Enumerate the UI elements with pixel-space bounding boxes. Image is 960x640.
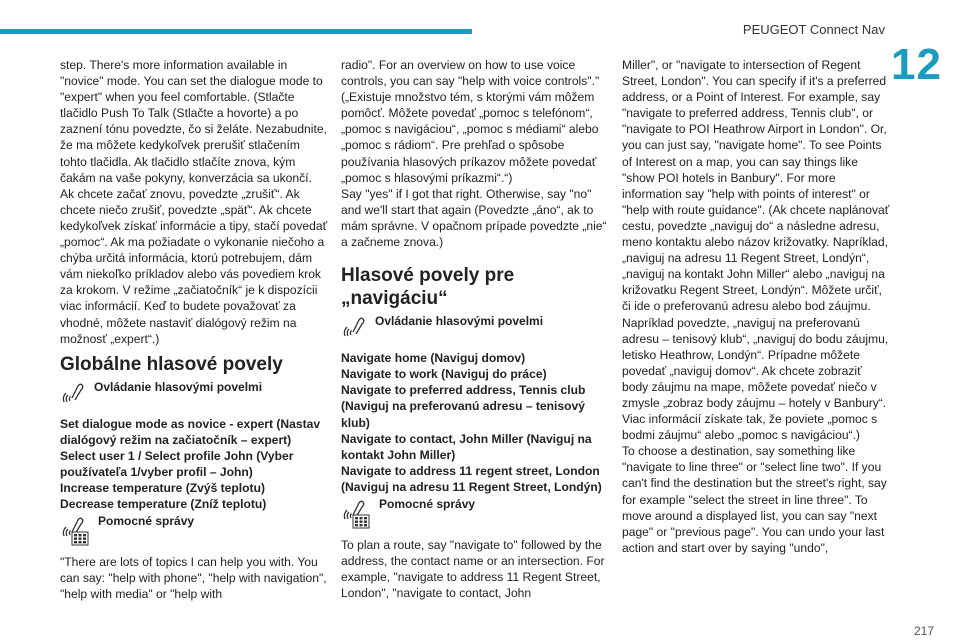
- column-2: [341, 57, 609, 601]
- col1-help-label: Pomocné správy: [98, 514, 195, 529]
- col2-voice-control-row: [341, 314, 609, 344]
- col2-heading: Hlasové povely pre „navigáciu“: [341, 265, 515, 310]
- col1-heading: Globálne hlasové povely: [60, 353, 283, 375]
- col1-paragraph-2: "There are lots of topics I can help you with. You can say: "help with phone", "help with navigation", "help with media" or "help with: [60, 555, 327, 602]
- col1-voice-control-label: Ovládanie hlasovými povelmi: [94, 379, 263, 394]
- header-title: PEUGEOT Connect Nav: [742, 22, 885, 37]
- col1-voice-control-row: [60, 380, 328, 410]
- col3-paragraph-1: Miller", or "navigate to intersection of Regent Street, London". You can specify if it's a preferred address, or a Point of Interest. For example, say "navigate to preferred address, Tennis club", or "navigate to POI Heathrow Airport in London". Or, you can just say, "navigate home". To see Points of Interest on a map, you can say things like "show POI hotels in Banbury". For more information say "help with points of interest" or "help with route guidance". (Ak chcete naplánovať cestu, povedzte „naviguj do“ a následne adresu, meno kontaktu alebo názov križovatky. Napríklad, „naviguj na adresu 11 Regent Street, Londýn“, „naviguj na kontakt John Miller“ alebo „naviguj na križovatku Regent Street, Londýn“. Môžete určiť, či ide o preferovanú adresu alebo bod záujmu. Napríklad povedzte, „naviguj na preferovanú adresu – tenisový klub“, „naviguj do bodu záujmu, letisko Heathrow, Londýn“. Prípadne môžete povedať „naviguj domov“. Ak chcete zobraziť body záujmu na mape, môžete povedať niečo v zmysle „zobraz body záujmu – hotely v Banbury“. Viac informácií získate tak, že poviete „pomoc s bodmi záujmu“ alebo „pomoc s navigáciou“.) To choose a destination, say something like "navigate to line three" or "select line two". If you can't find the destination but the street's right, say for example "select the street in line three". To move around a displayed list, you can say "next page" or "previous page". You can undo your last action and start over by saying "undo",: [622, 58, 890, 555]
- col1-paragraph-1: step. There's more information available in "novice" mode. You can set the dialogue mode to "expert" when you feel comfortable. (Stlačte tlačidlo Push To Talk (Stlačte a hovorte) a po zaznení tónu povedzte, čo si želáte. Nezabudnite, že ma môžete kedykoľvek prerušiť stlačením tohto tlačidla. Ak tlačidlo stlačíte znova, kým čakám na vaše pokyny, konverzácia sa ukončí. Ak chcete začať znovu, povedzte „zrušiť“. Ak chcete niečo zrušiť, povedzte „späť“. Ak chcete kedykoľvek získať informácie a tipy, stačí povedať „pomoc“. Ak ma požiadate o vykonanie niečoho a chýba určitá informácia, ktorú potrebujem, dám vám niekoľko príkladov alebo vás povediem krok za krokom. V režime „začiatočník“ je k dispozícii viac informácií. Keď to budete považovať za vhodné, môžete nastaviť dialógový režim na možnosť „expert“.): [60, 58, 328, 346]
- col2-commands: Navigate home (Naviguj domov) Navigate to work (Naviguj do práce) Navigate to preferred address, Tennis club (Naviguj na preferovanú adresu – tenisový klub) Navigate to contact, John Miller (Naviguj na kontakt John Miller) Navigate to address 11 regent street, London (Naviguj na adresu 11 Regent Street, Londýn): [341, 351, 602, 494]
- column-3: [622, 57, 890, 556]
- page-number: 217: [913, 624, 934, 638]
- col2-paragraph-2: To plan a route, say "navigate to" followed by the address, the contact name or an intersection. For example, "navigate to address 11 Regent Street, London", "navigate to contact, John: [341, 537, 605, 601]
- col2-help-row: [341, 497, 609, 531]
- header-accent-bar: [0, 29, 472, 34]
- help-messages-icon: [341, 497, 371, 529]
- col1-commands: Set dialogue mode as novice - expert (Nastav dialógový režim na začiatočník – expert) Select user 1 / Select profile John (Vyber používateľa 1/vyber profil – John) Increase temperature (Zvýš teplotu) Decrease temperature (Zníž teplotu): [60, 416, 321, 512]
- col1-help-row: [60, 514, 328, 548]
- voice-control-icon: [341, 314, 367, 340]
- col2-paragraph-1: radio". For an overview on how to use voice controls, you can say "help with voice controls"." („Existuje množstvo tém, s ktorými vám môžem pomôcť. Môžete povedať „pomoc s telefónom“, „pomoc s navigáciou“, „pomoc s médiami“ alebo „pomoc s rádiom“. Pre prehľad o spôsobe používania hlasových príkazov môžete povedať „pomoc s hlasovými príkazmi“.“) Say "yes" if I got that right. Otherwise, say "no" and we'll start that again (Povedzte „áno“, ak to mám správne. V opačnom prípade povedzte „nie“ a začneme znova.): [341, 58, 607, 250]
- column-1: [60, 57, 328, 603]
- voice-control-icon: [60, 380, 86, 406]
- col2-voice-control-label: Ovládanie hlasovými povelmi: [375, 314, 544, 329]
- chapter-number: 12: [891, 40, 942, 89]
- col2-help-label: Pomocné správy: [379, 496, 476, 511]
- help-messages-icon: [60, 514, 90, 546]
